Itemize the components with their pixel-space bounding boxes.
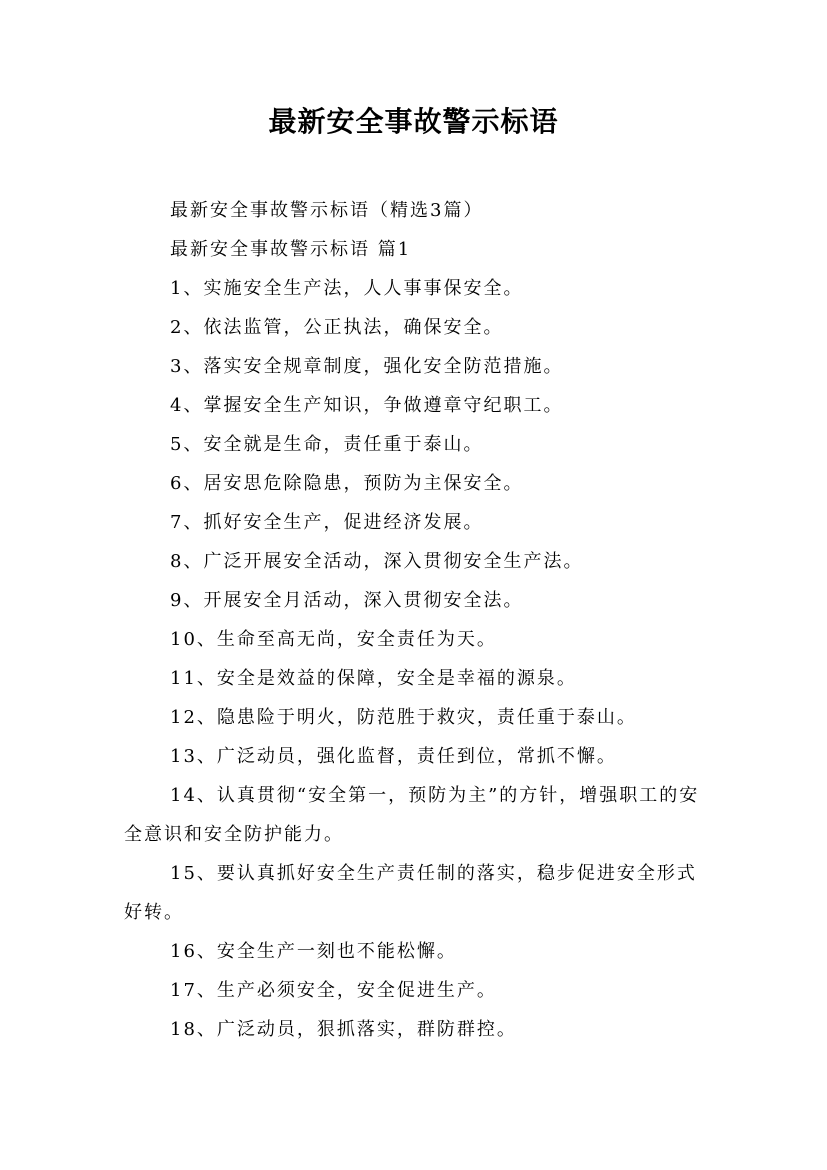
slogan-item-14: 14、认真贯彻“安全第一，预防为主”的方针，增强职工的安全意识和安全防护能力。: [124, 785, 700, 845]
slogan-item-17: 17、生产必须安全，安全促进生产。: [170, 980, 497, 1001]
slogan-item-3: 3、落实安全规章制度，强化安全防范措施。: [170, 356, 564, 377]
slogan-item-1: 1、实施安全生产法，人人事事保安全。: [170, 278, 524, 299]
slogan-item-16: 16、安全生产一刻也不能松懈。: [170, 941, 457, 962]
document-subtitle: 最新安全事故警示标语（精选3篇）: [170, 200, 484, 221]
slogan-item-11: 11、安全是效益的保障，安全是幸福的源泉。: [170, 668, 577, 689]
slogan-item-7: 7、抓好安全生产，促进经济发展。: [170, 512, 484, 533]
slogan-item-18: 18、广泛动员，狠抓落实，群防群控。: [170, 1019, 517, 1040]
slogan-item-10: 10、生命至高无尚，安全责任为天。: [170, 629, 497, 650]
document-body: [124, 191, 706, 1049]
slogan-item-2: 2、依法监管，公正执法，确保安全。: [170, 317, 504, 338]
slogan-item-13: 13、广泛动员，强化监督，责任到位，常抓不懈。: [170, 746, 617, 767]
slogan-item-5: 5、安全就是生命，责任重于泰山。: [170, 434, 484, 455]
slogan-item-12: 12、隐患险于明火，防范胜于救灾，责任重于泰山。: [170, 707, 637, 728]
slogan-item-9: 9、开展安全月活动，深入贯彻安全法。: [170, 590, 524, 611]
section-heading: 最新安全事故警示标语 篇1: [170, 239, 412, 260]
slogan-item-8: 8、广泛开展安全活动，深入贯彻安全生产法。: [170, 551, 584, 572]
document-title: 最新安全事故警示标语: [268, 105, 559, 138]
slogan-item-4: 4、掌握安全生产知识，争做遵章守纪职工。: [170, 395, 564, 416]
slogan-item-6: 6、居安思危除隐患，预防为主保安全。: [170, 473, 524, 494]
slogan-item-15: 15、要认真抓好安全生产责任制的落实，稳步促进安全形式好转。: [124, 863, 697, 923]
